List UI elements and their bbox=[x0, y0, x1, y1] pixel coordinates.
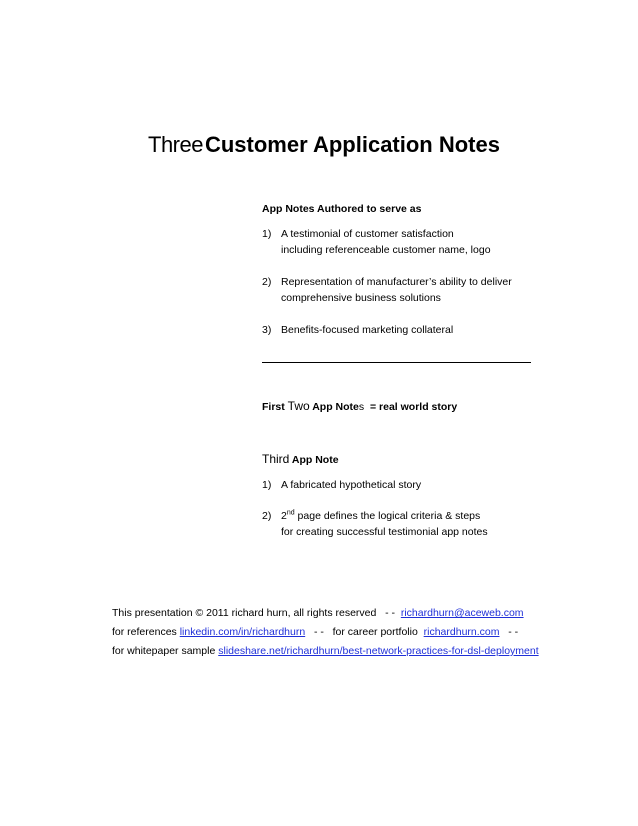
footer-line-whitepaper: for whitepaper sample slideshare.net/richardhurn/best-network-practices-for-dsl-deployment bbox=[112, 645, 539, 657]
footer-line-references: for references linkedin.com/in/richardhurn - - for career portfolio richardhurn.com - - bbox=[112, 626, 519, 638]
list-item: 2) Representation of manufacturer’s ability to deliver comprehensive business solutions bbox=[262, 276, 512, 304]
section-first-two: First Two App Notes = real world story bbox=[262, 399, 458, 413]
footer-credits bbox=[112, 604, 539, 661]
linkedin-link[interactable]: linkedin.com/in/richardhurn bbox=[179, 626, 306, 638]
section-heading: App Notes Authored to serve as bbox=[262, 203, 422, 215]
slideshare-link[interactable]: slideshare.net/richardhurn/best-network-practices-for-dsl-deployment bbox=[218, 645, 539, 657]
list-item: 2) 2nd page defines the logical criteria & steps for creating successful testimonial app notes bbox=[262, 509, 488, 538]
section-app-notes-purpose bbox=[262, 201, 421, 217]
title-rest: Customer Application Notes bbox=[204, 132, 500, 157]
section-third-heading: Third App Note bbox=[262, 452, 339, 466]
page-title bbox=[148, 131, 500, 159]
list-item: 3) Benefits-focused marketing collateral bbox=[262, 324, 454, 336]
portfolio-link[interactable]: richardhurn.com bbox=[423, 626, 500, 638]
divider-line bbox=[262, 362, 531, 363]
title-word-three: Three bbox=[148, 132, 203, 157]
footer-line-copyright: This presentation © 2011 richard hurn, all rights reserved - - richardhurn@aceweb.com bbox=[112, 607, 524, 619]
list-item: 1) A testimonial of customer satisfaction including referenceable customer name, logo bbox=[262, 228, 491, 256]
list-item: 1) A fabricated hypothetical story bbox=[262, 479, 422, 491]
email-link[interactable]: richardhurn@aceweb.com bbox=[400, 607, 524, 619]
